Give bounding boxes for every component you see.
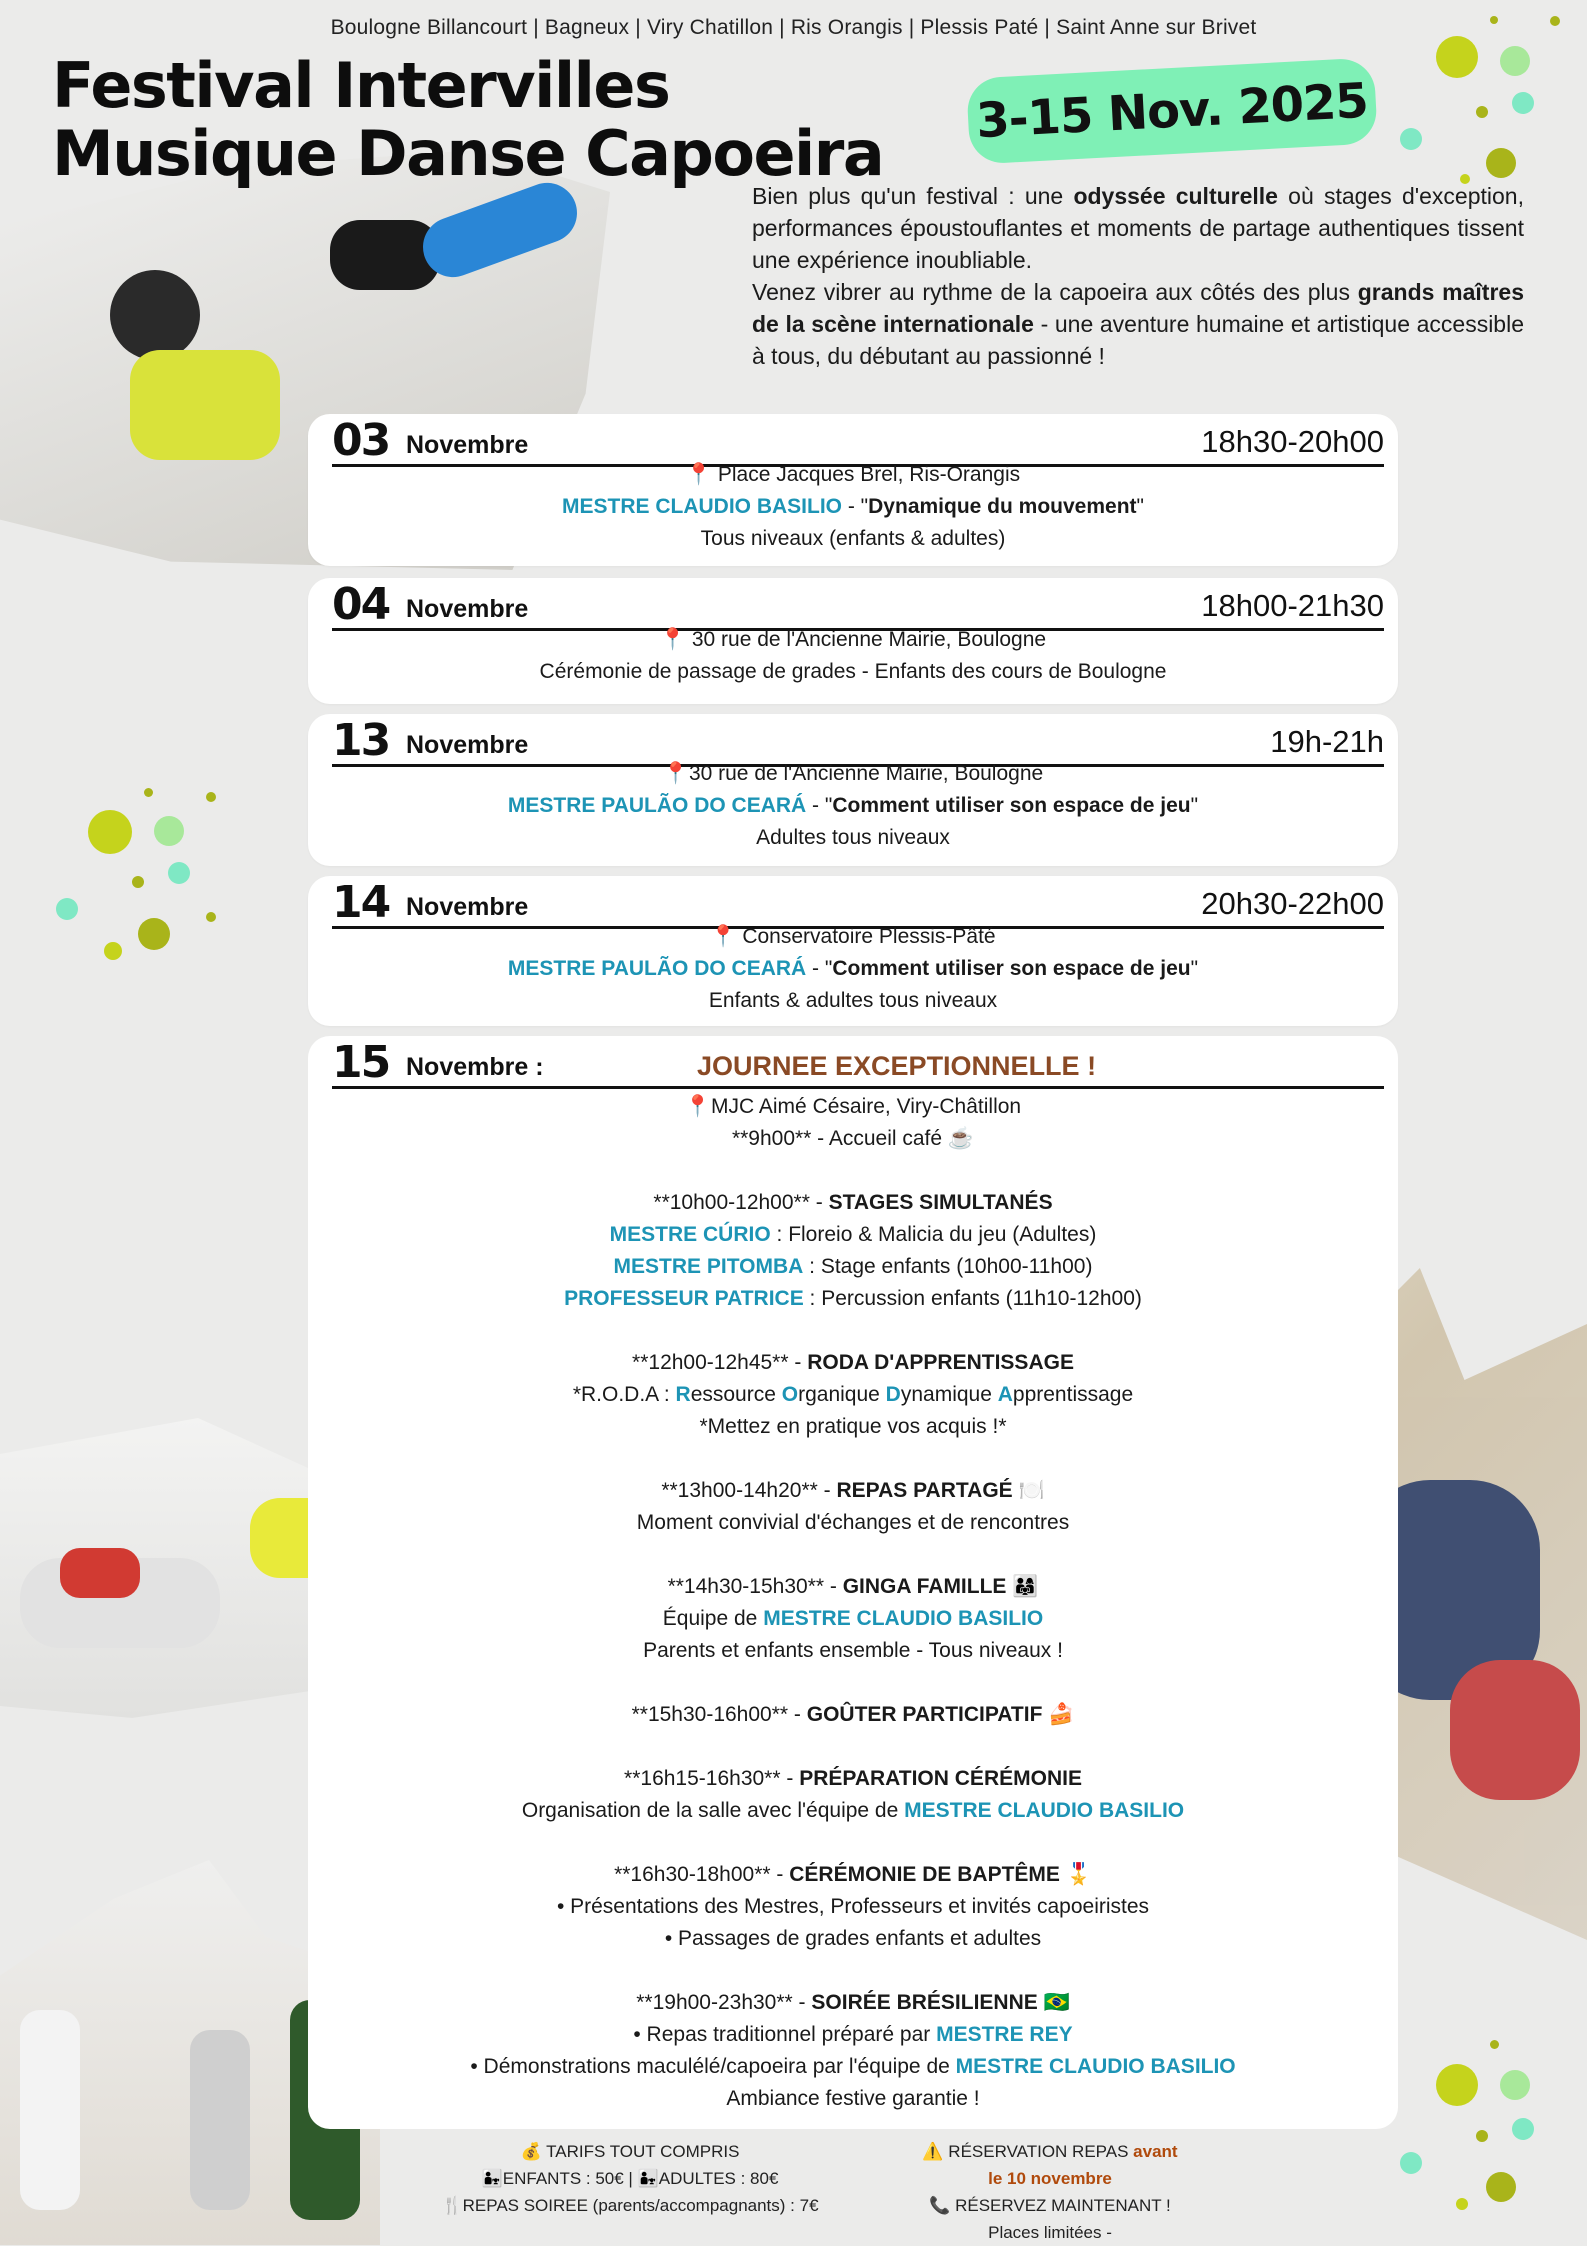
event-month: Novembre (406, 893, 529, 921)
preparation-desc (308, 1795, 1398, 1827)
master-name: MESTRE CLAUDIO BASILIO (763, 1607, 1044, 1630)
gouter-heading (308, 1699, 1398, 1731)
soiree-time: **19h00-23h30** (636, 1991, 793, 2014)
ginga-time: **14h30-15h30** (667, 1575, 825, 1598)
separator: - " (806, 794, 833, 817)
dash: - (792, 1991, 812, 2014)
reserve-now[interactable]: 📞 RÉSERVEZ MAINTENANT ! (929, 2196, 1171, 2215)
master-name: PROFESSEUR PATRICE (564, 1287, 804, 1310)
stages-time: **10h00-12h00** (653, 1191, 810, 1214)
repas-desc: Moment convivial d'échanges et de rencontres (636, 1511, 1070, 1534)
quote-end: " (1190, 794, 1199, 817)
repas-heading (308, 1475, 1398, 1507)
dash: - (817, 1479, 837, 1502)
quote-end: " (1136, 495, 1144, 518)
event-month: Novembre (406, 731, 529, 759)
preparation-heading (308, 1763, 1398, 1795)
roda-heading (308, 1347, 1398, 1379)
roda-acronym (308, 1379, 1398, 1411)
stage-desc: : Floreio & Malicia du jeu (Adultes) (770, 1223, 1097, 1246)
roda-note: *Mettez en pratique vos acquis !* (699, 1415, 1007, 1438)
event-level: Adultes tous niveaux (756, 826, 950, 849)
intro-p1-a: Bien plus qu'un festival : une (752, 183, 1074, 209)
event-day: 03 (332, 415, 390, 466)
event-level: Enfants & adultes tous niveaux (708, 989, 998, 1012)
event-card-15 (308, 1036, 1398, 2129)
event-day: 15 (332, 1037, 390, 1088)
roda-letter: A (997, 1383, 1013, 1406)
event-card-03 (308, 414, 1398, 566)
stages-title: STAGES SIMULTANÉS (828, 1191, 1053, 1214)
preparation-prefix: Organisation de la salle avec l'équipe de (521, 1799, 905, 1822)
title-line-2: Musique Danse Capoeira (52, 117, 884, 190)
bapteme-heading (308, 1859, 1398, 1891)
event-location: 📍 Place Jacques Brel, Ris-Orangis (685, 463, 1021, 486)
event-location: 📍 30 rue de l'Ancienne Mairie, Boulogne (659, 628, 1047, 651)
event-card-04 (308, 578, 1398, 704)
event-headline: JOURNEE EXCEPTIONNELLE ! (697, 1051, 1097, 1081)
event-location: 📍30 rue de l'Ancienne Mairie, Boulogne (662, 762, 1044, 785)
master-name: MESTRE CÚRIO (609, 1223, 771, 1246)
intro-p2-b: grands maîtres de la scène internationale (752, 279, 1524, 337)
workshop-title: Dynamique du mouvement (868, 495, 1137, 518)
bapteme-title: CÉRÉMONIE DE BAPTÊME 🎖️ (789, 1863, 1092, 1886)
pricing-title: 💰 TARIFS TOUT COMPRIS (520, 2142, 740, 2161)
event-day: 14 (332, 877, 390, 928)
reservation-date: le 10 novembre (988, 2169, 1112, 2188)
accueil-line (308, 1123, 1398, 1155)
event-details (308, 921, 1398, 1017)
ginga-desc: Parents et enfants ensemble - Tous niveaux ! (643, 1639, 1063, 1662)
bapteme-item-2: • Passages de grades enfants et adultes (664, 1927, 1042, 1950)
bapteme-item-1: • Présentations des Mestres, Professeurs et invités capoeiristes (556, 1895, 1150, 1918)
dash: - (770, 1863, 790, 1886)
master-name: MESTRE CLAUDIO BASILIO (904, 1799, 1185, 1822)
reservation-before: avant (1133, 2142, 1178, 2161)
dash: - (788, 1703, 807, 1726)
separator: - " (806, 957, 833, 980)
dash: - (809, 1191, 829, 1214)
accueil-text: - Accueil café ☕ (811, 1127, 975, 1150)
master-name: MESTRE REY (936, 2023, 1073, 2046)
event-day: 13 (332, 715, 390, 766)
event-time: 18h30-20h00 (1201, 424, 1384, 459)
event-month: Novembre : (406, 1053, 544, 1081)
date-badge: 3-15 Nov. 2025 (966, 57, 1378, 164)
ginga-title: GINGA FAMILLE 👨‍👩‍👧 (842, 1575, 1039, 1598)
roda-letter: D (885, 1383, 901, 1406)
event-time: 19h-21h (1270, 724, 1384, 759)
roda-word: ynamique (900, 1383, 998, 1406)
master-name: MESTRE PITOMBA (613, 1255, 804, 1278)
stage-desc: : Percussion enfants (11h10-12h00) (803, 1287, 1142, 1310)
accueil-time: **9h00** (731, 1127, 812, 1150)
intro-text (752, 180, 1524, 372)
master-name: MESTRE PAULÃO DO CEARÁ (507, 794, 807, 817)
stage-curio (308, 1219, 1398, 1251)
day15-location: 📍MJC Aimé Césaire, Viry-Châtillon (684, 1095, 1022, 1118)
quote-end: " (1190, 957, 1199, 980)
roda-title: RODA D'APPRENTISSAGE (807, 1351, 1074, 1374)
roda-time: **12h00-12h45** (632, 1351, 789, 1374)
roda-word: pprentissage (1012, 1383, 1134, 1406)
limited-places: Places limitées - (988, 2223, 1112, 2242)
workshop-title: Comment utiliser son espace de jeu (832, 957, 1191, 980)
reservation-deadline (880, 2138, 1220, 2165)
event-card-14 (308, 876, 1398, 1026)
stage-desc: : Stage enfants (10h00-11h00) (803, 1255, 1093, 1278)
event-time: 18h00-21h30 (1201, 588, 1384, 623)
preparation-title: PRÉPARATION CÉRÉMONIE (799, 1767, 1082, 1790)
intro-p2-c: - une aventure humaine et artistique accessible à tous, du débutant au passionné ! (752, 311, 1525, 369)
roda-letter: R (675, 1383, 691, 1406)
event-workshop-line (308, 790, 1398, 822)
stage-pitomba (308, 1251, 1398, 1283)
soiree-title: SOIRÉE BRÉSILIENNE 🇧🇷 (811, 1991, 1070, 2014)
event-location: 📍 Conservatoire Plessis-Pâté (710, 925, 996, 948)
pricing-meal: 🍴REPAS SOIREE (parents/accompagnants) : 7€ (441, 2196, 819, 2215)
soiree-item-1 (308, 2019, 1398, 2051)
event-month: Novembre (406, 595, 529, 623)
ginga-team-prefix: Équipe de (662, 1607, 764, 1630)
event-month: Novembre (406, 431, 529, 459)
event-workshop-line (308, 491, 1398, 523)
dash: - (824, 1575, 843, 1598)
event-day: 04 (332, 579, 390, 630)
pricing-children-adults: 👨‍👧ENFANTS : 50€ | 👨‍👧ADULTES : 80€ (481, 2169, 779, 2188)
ginga-heading (308, 1571, 1398, 1603)
roda-word: rganique (798, 1383, 886, 1406)
cities-list: Boulogne Billancourt | Bagneux | Viry Chatillon | Ris Orangis | Plessis Paté | Saint Anne sur Brivet (330, 16, 1257, 39)
soiree-item-prefix: • Démonstrations maculélé/capoeira par l'équipe de (470, 2055, 956, 2078)
festival-title (52, 49, 884, 190)
stages-heading (308, 1187, 1398, 1219)
ginga-team (308, 1603, 1398, 1635)
event-workshop-line (308, 953, 1398, 985)
preparation-time: **16h15-16h30** (624, 1767, 781, 1790)
dash: - (788, 1351, 808, 1374)
event-details (308, 459, 1398, 555)
workshop-title: Comment utiliser son espace de jeu (832, 794, 1191, 817)
event-card-13 (308, 714, 1398, 866)
reservation-info (880, 2138, 1220, 2246)
reservation-label: ⚠️ RÉSERVATION REPAS (922, 2142, 1134, 2161)
roda-prefix: *R.O.D.A : (572, 1383, 676, 1406)
intro-p1-c: où stages d'exception, performances époustouflantes et moments de partage authentiques tissent une expérience inoubliable. (752, 183, 1524, 273)
pricing-info (380, 2138, 880, 2219)
photo-capoeira-floor (0, 1418, 330, 1718)
soiree-item-2 (308, 2051, 1398, 2083)
event-time: 20h30-22h00 (1201, 886, 1384, 921)
soiree-desc: Ambiance festive garantie ! (726, 2087, 980, 2110)
repas-time: **13h00-14h20** (661, 1479, 818, 1502)
intro-p2-a: Venez vibrer au rythme de la capoeira aux côtés des plus (752, 279, 1358, 305)
gouter-title: GOÛTER PARTICIPATIF 🍰 (806, 1703, 1075, 1726)
master-name: MESTRE CLAUDIO BASILIO (562, 495, 843, 518)
event-header (332, 1036, 1384, 1089)
soiree-item-prefix: • Repas traditionnel préparé par (633, 2023, 937, 2046)
bapteme-time: **16h30-18h00** (614, 1863, 771, 1886)
master-name: MESTRE CLAUDIO BASILIO (955, 2055, 1236, 2078)
intro-p1-b: odyssée culturelle (1073, 183, 1278, 209)
separator: - " (842, 495, 869, 518)
soiree-heading (308, 1987, 1398, 2019)
event-description: Cérémonie de passage de grades - Enfants des cours de Boulogne (539, 660, 1167, 683)
event-details (308, 624, 1398, 688)
event-details (308, 758, 1398, 854)
repas-title: REPAS PARTAGÉ 🍽️ (836, 1479, 1045, 1502)
gouter-time: **15h30-16h00** (631, 1703, 789, 1726)
stage-patrice (308, 1283, 1398, 1315)
title-line-1: Festival Intervilles (52, 49, 670, 122)
roda-letter: O (781, 1383, 799, 1406)
event-level: Tous niveaux (enfants & adultes) (700, 527, 1006, 550)
dash: - (780, 1767, 800, 1790)
master-name: MESTRE PAULÃO DO CEARÁ (507, 957, 807, 980)
day15-program (308, 1091, 1398, 2115)
roda-word: essource (690, 1383, 782, 1406)
